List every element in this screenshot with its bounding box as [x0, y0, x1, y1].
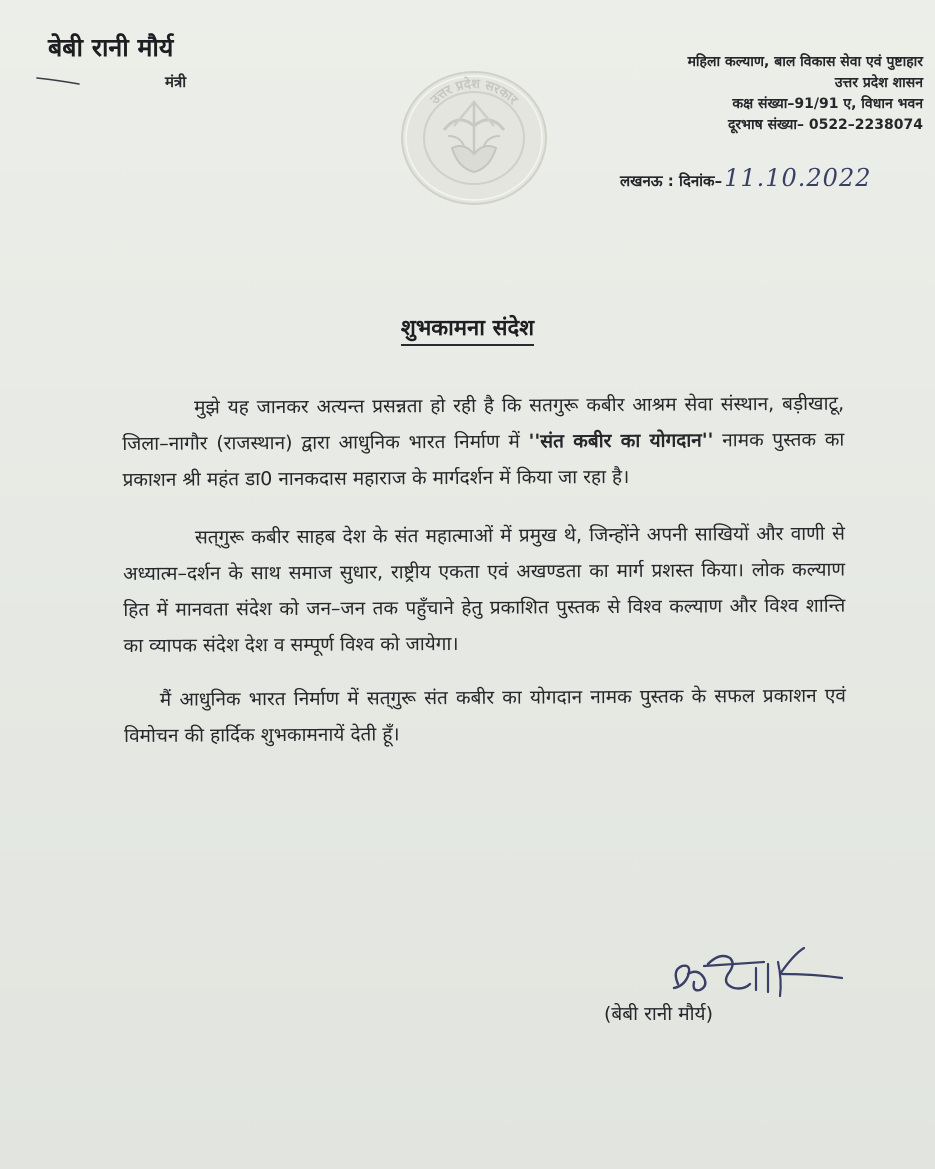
paragraph-2: सत्‌गुरू कबीर साहब देश के संत महात्माओं में प्रमुख थे, जिन्होंने अपनी साखियों और वाणी से अध्यात्म–दर्शन के साथ समाज सुधार, राष्ट्रीय एकता एवं अखण्डता का मार्ग प्रशस्त किया। लोक कल्याण हित में मानवता संदेश को जन–जन तक पहुँचाने हेतु प्रकाशित पुस्तक से विश्व कल्याण और विश्व शान्ति का व्यापक संदेश देश व सम्पूर्ण विश्व को जायेगा।: [123, 522, 846, 657]
department-line: महिला कल्याण, बाल विकास सेवा एवं पुष्टाहार: [687, 54, 923, 70]
dateline: [620, 164, 872, 192]
date-label: लखनऊ : दिनांक–: [620, 172, 723, 190]
pen-stroke-mark: [36, 76, 80, 86]
book-title: ''संत कबीर का योगदान'': [528, 429, 714, 453]
p1-text-end: नामक पुस्तक का प्रकाशन श्री महंत डा0 नानकदास महाराज के मार्गदर्शन में किया जा रहा है।: [122, 428, 845, 491]
subject-text: शुभकामना संदेश: [401, 316, 534, 346]
paragraph-1: [122, 386, 845, 498]
office-address: [563, 52, 923, 136]
letter-subject: [0, 312, 935, 342]
government-line: उत्तर प्रदेश शासन: [834, 75, 923, 91]
paragraph-3: मैं आधुनिक भारत निर्माण में सत्‌गुरू संत कबीर का योगदान नामक पुस्तक के सफल प्रकाशन एवं विमोचन की हार्दिक शुभकामनायें देती हूँ।: [124, 684, 846, 747]
minister-name: बेबी रानी मौर्य: [48, 33, 174, 62]
p1-text-start: मुझे यह जानकर अत्यन्त प्रसन्नता हो रही है कि सतगुरू कबीर आश्रम सेवा संस्थान, बड़ीखाटू, जिला–नागौर (राजस्थान) द्वारा आधुनिक भारत निर्माण में: [122, 392, 845, 455]
signatory-name: (बेबी रानी मौर्य): [604, 1003, 713, 1025]
minister-title: मंत्री: [165, 73, 187, 91]
seal-text: उत्तर प्रदेश सरकार: [427, 76, 521, 108]
room-line: कक्ष संख्या–91/91 ए, विधान भवन: [732, 96, 923, 112]
emblem-seal-icon: [398, 66, 550, 206]
letter-body: [122, 386, 846, 754]
phone-line: दूरभाष संख्या– 0522–2238074: [727, 117, 923, 133]
date-value: 11.10.2022: [724, 164, 872, 192]
